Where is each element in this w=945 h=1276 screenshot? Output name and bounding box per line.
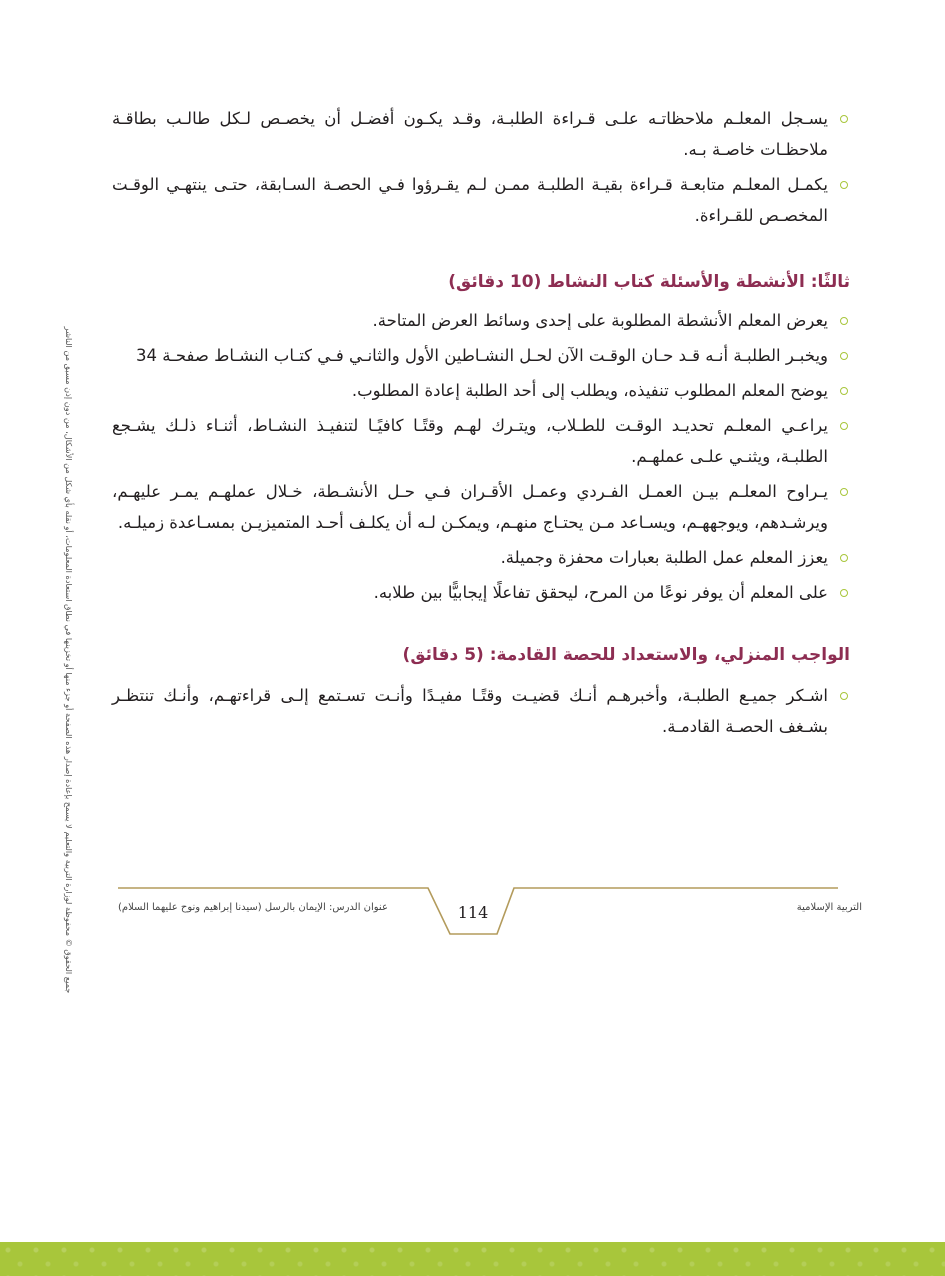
bullet-circle-icon xyxy=(840,181,848,189)
bullet-circle-icon xyxy=(840,692,848,700)
decorative-footer-band xyxy=(0,1242,945,1276)
bullet-circle-icon xyxy=(840,115,848,123)
list-item: على المعلم أن يوفر نوعًا من المرح، ليحقق تفاعلًا إيجابيًّا بين طلابه. xyxy=(112,577,850,608)
bullet-circle-icon xyxy=(840,488,848,496)
band-pattern xyxy=(0,1242,945,1276)
main-content xyxy=(112,103,850,746)
list-item: يوضح المعلم المطلوب تنفيذه، ويطلب إلى أحد الطلبة إعادة المطلوب. xyxy=(112,375,850,406)
homework-heading: الواجب المنزلي، والاستعداد للحصة القادمة: (5 دقائق) xyxy=(402,645,850,665)
list-item: يكمـل المعلـم متابعـة قـراءة بقيـة الطلبـة ممـن لـم يقـرؤوا فـي الحصـة السـابقة، حتـى ينتهـي الوقـت المخصـص للقـراءة. xyxy=(112,169,850,231)
copyright-text: جميع الحقوق © محفوظة لوزارة التربية والتعليم لا يسمح بإعادة إصدار هذه الصفحة أو جزء منها أو تخزينها في نطاق استعادة المعلومات، أو نقله بأي شكل من الأشكال، من دون إذن مسبق من الناشر xyxy=(64,326,74,994)
copyright-side-note xyxy=(62,300,76,1020)
bullet-circle-icon xyxy=(840,422,848,430)
bullet-circle-icon xyxy=(840,589,848,597)
list-item: يراعـي المعلـم تحديـد الوقـت للطـلاب، ويتـرك لهـم وقتًـا كافيًـا لتنفيـذ النشـاط، أثنـاء ذلـك يشـجع الطلبـة، ويثنـي علـى عملهـم. xyxy=(112,410,850,472)
homework-bullet-list xyxy=(112,680,850,742)
intro-bullet-list xyxy=(112,103,850,231)
list-item: يسـجل المعلـم ملاحظاتـه علـى قـراءة الطلبـة، وقـد يكـون أفضـل أن يخصـص لـكل طالـب بطاقـة ملاحظـات خاصـة بـه. xyxy=(112,103,850,165)
list-item: يـراوح المعلـم بيـن العمـل الفـردي وعمـل الأقـران فـي حـل الأنشـطة، خـلال عملهـم يمـر عليهـم، ويرشـدهم، ويوجههـم، ويسـاعد مـن يحتـاج منهـم، ويمكـن لـه أن يكلـف أحـد المتميزيـن بمسـاعدة زميلـه. xyxy=(112,476,850,538)
footer-subject: التربية الإسلامية xyxy=(796,902,862,913)
bullet-circle-icon xyxy=(840,554,848,562)
bullet-circle-icon xyxy=(840,387,848,395)
bullet-circle-icon xyxy=(840,317,848,325)
activities-heading: ثالثًا: الأنشطة والأسئلة كتاب النشاط (10 دقائق) xyxy=(448,272,850,292)
page-number: 114 xyxy=(457,903,489,922)
activities-bullet-list xyxy=(112,305,850,608)
list-item: يعرض المعلم الأنشطة المطلوبة على إحدى وسائط العرض المتاحة. xyxy=(112,305,850,336)
list-item: اشـكر جميـع الطلبـة، وأخبرهـم أنـك قضيـت وقتًـا مفيـدًا وأنـت تسـتمع إلـى قراءتهـم، وأنـك تنتظـر بشـغف الحصـة القادمـة. xyxy=(112,680,850,742)
bullet-circle-icon xyxy=(840,352,848,360)
footer-lesson-title: عنوان الدرس: الإيمان بالرسل (سيدنا إبراهيم ونوح عليهما السلام) xyxy=(118,902,388,913)
list-item: ويخبـر الطلبـة أنـه قـد حـان الوقـت الآن لحـل النشـاطين الأول والثانـي فـي كتـاب النشـاط صفحـة 34 xyxy=(112,340,850,371)
list-item: يعزز المعلم عمل الطلبة بعبارات محفزة وجميلة. xyxy=(112,542,850,573)
